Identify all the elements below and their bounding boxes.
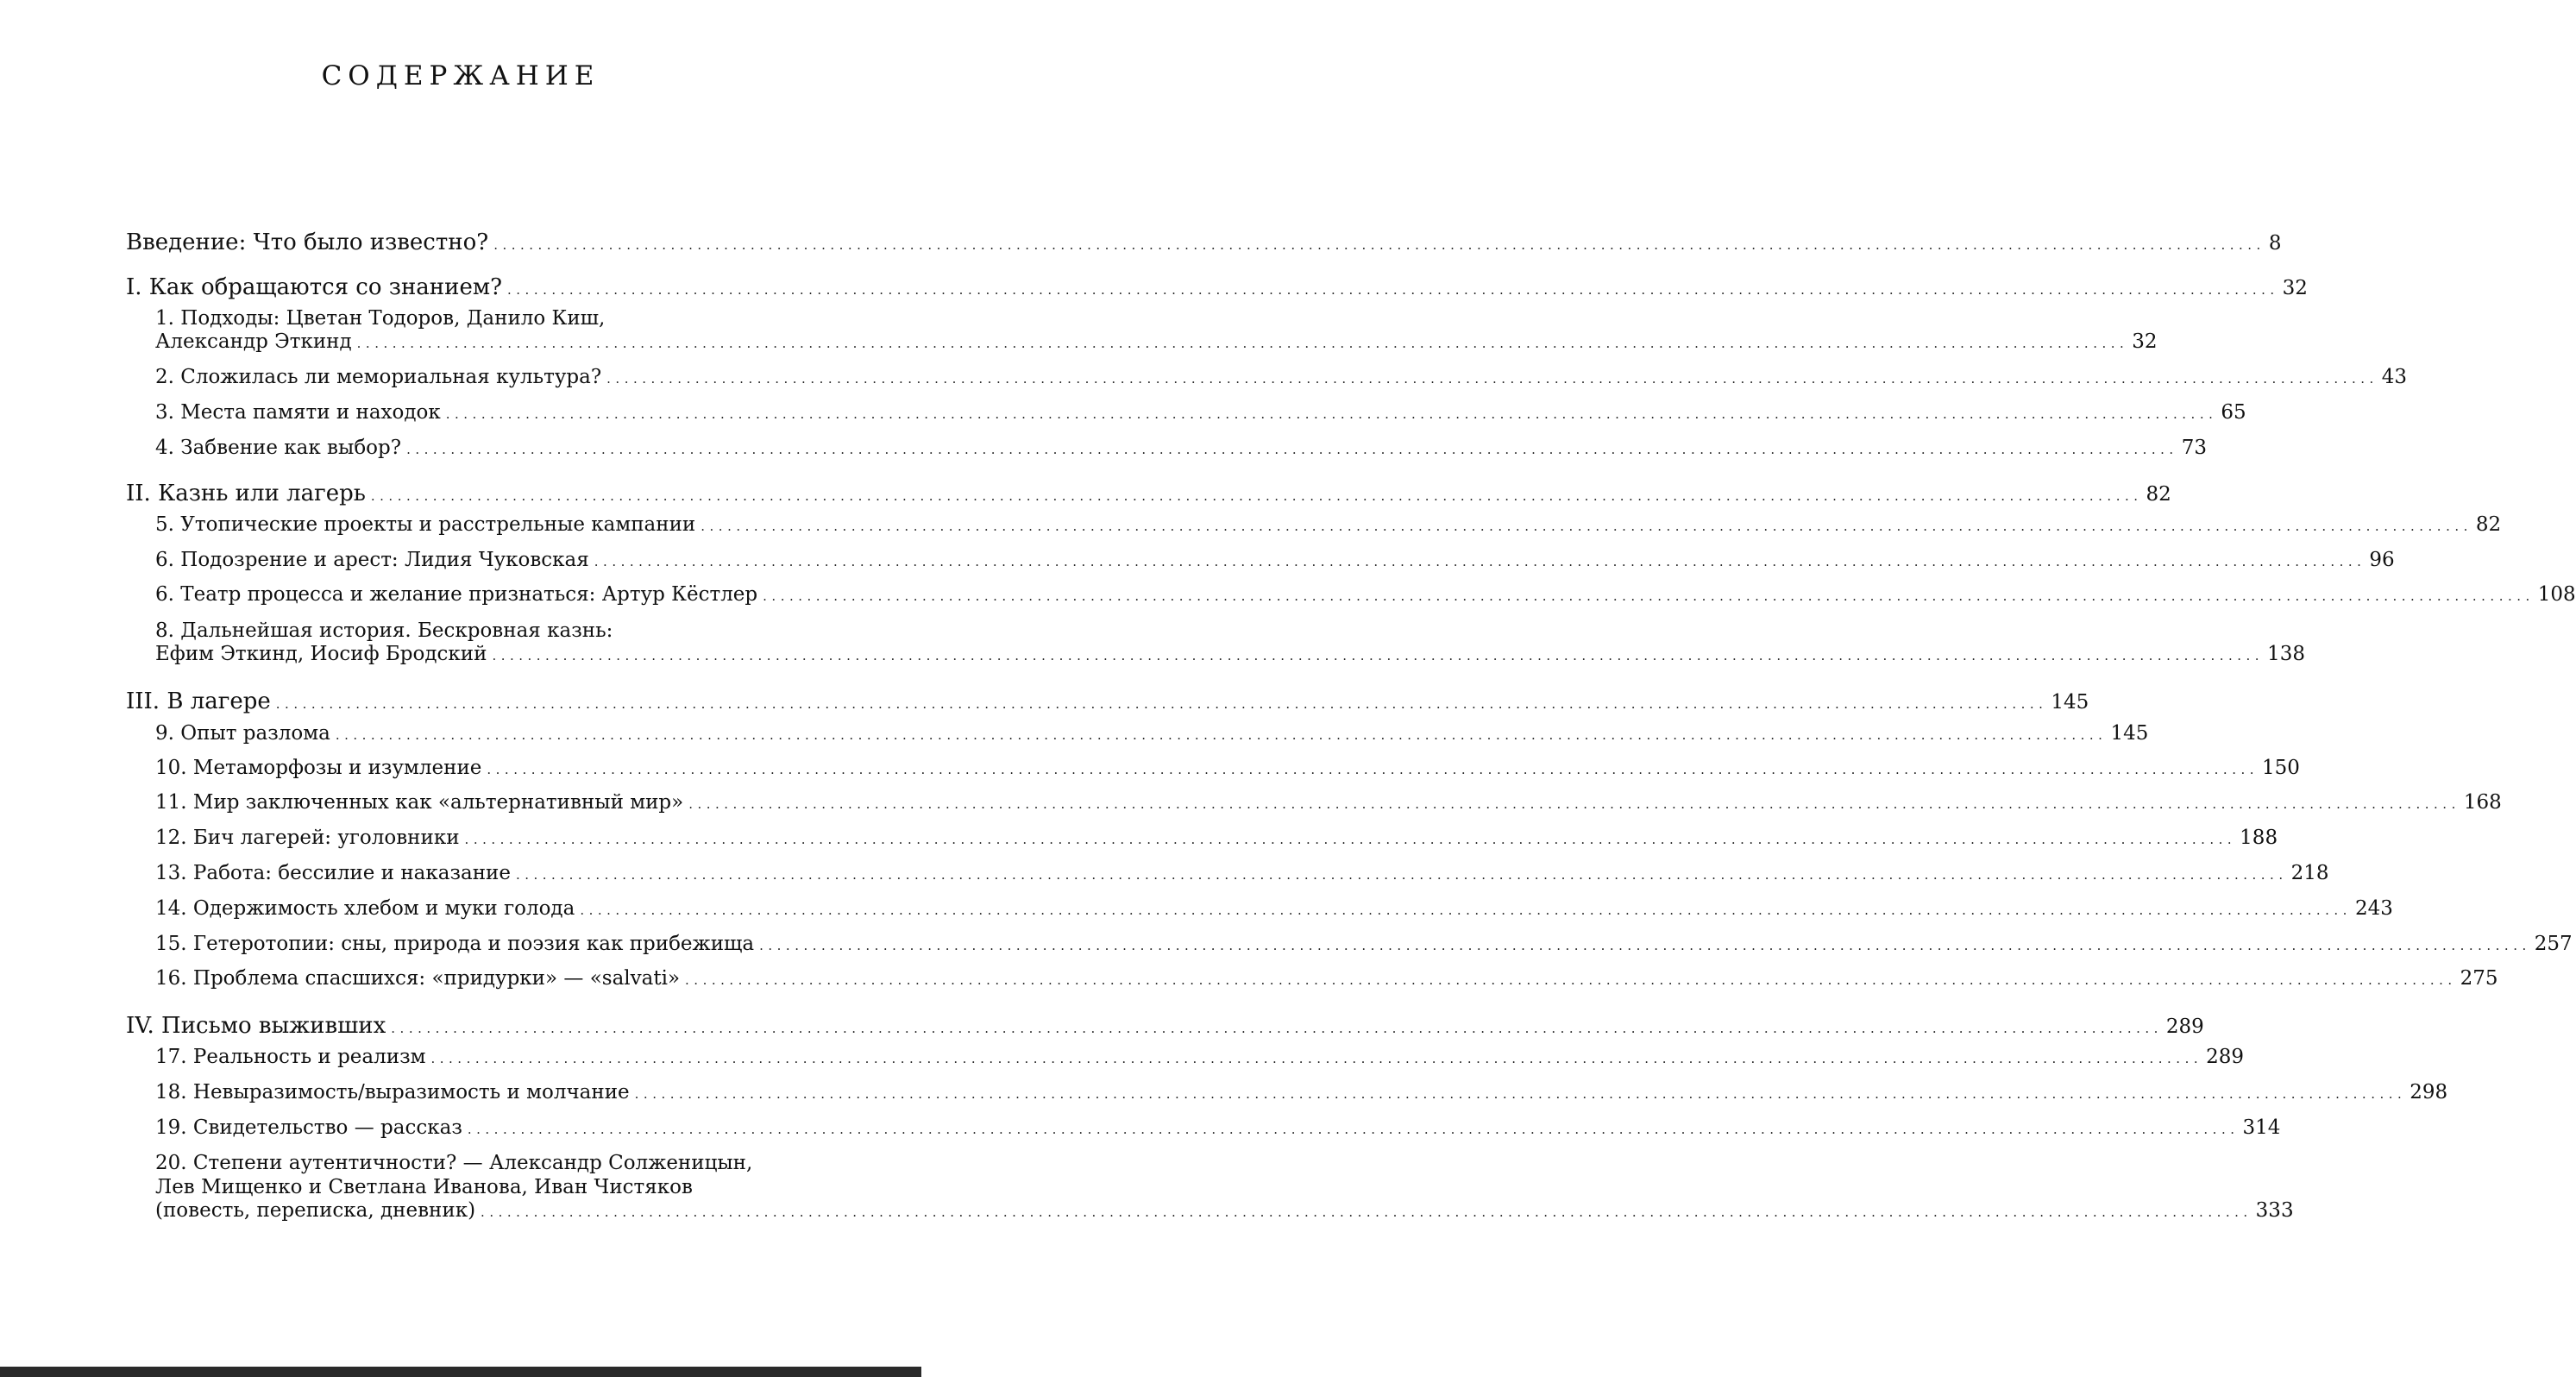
entry-page-number: 65 (2221, 401, 2246, 424)
dot-leader: ........................................................................................................................................................................................................ (335, 727, 2108, 743)
entry-page-number: 145 (2051, 691, 2089, 714)
entry-page-number: 150 (2262, 757, 2300, 779)
toc-entry-11[interactable] (155, 791, 2502, 814)
entry-title: 2. Сложилась ли мемориальная культура? (155, 366, 602, 388)
toc-entry-18[interactable] (155, 1081, 2448, 1103)
toc-entry-1[interactable] (155, 306, 2158, 353)
entry-title: 6. Подозрение и арест: Лидия Чуковская (155, 549, 589, 571)
dot-leader: ........................................................................................................................................................................................................ (464, 832, 2237, 847)
entry-title-line: 8. Дальнейшая история. Бескровная казнь: (155, 619, 613, 642)
dot-leader: ........................................................................................................................................................................................................ (634, 1086, 2407, 1102)
dot-leader: ........................................................................................................................................................................................................ (580, 902, 2352, 918)
entry-page-number: 73 (2181, 437, 2207, 459)
toc-entry-part-1[interactable] (126, 274, 2308, 300)
dot-leader: ........................................................................................................................................................................................................ (391, 1021, 2163, 1036)
toc-entry-4[interactable] (155, 437, 2207, 459)
entry-page-number: 138 (2267, 643, 2305, 665)
entry-title-line: 20. Степени аутентичности? — Александр Солженицын, (155, 1152, 753, 1174)
dot-leader: ........................................................................................................................................................................................................ (685, 972, 2457, 988)
dot-leader: ........................................................................................................................................................................................................ (701, 519, 2472, 534)
entry-page-number: 257 (2534, 933, 2573, 955)
entry-title: 5. Утопические проекты и расстрельные кампании (155, 513, 696, 536)
entry-title: 16. Проблема спасшихся: «придурки» — «salvati» (155, 967, 681, 990)
toc-entry-8[interactable] (155, 619, 2305, 665)
entry-page-number: 289 (2165, 1015, 2204, 1038)
entry-title: Введение: Что было известно? (126, 230, 489, 255)
dot-leader: ........................................................................................................................................................................................................ (406, 442, 2178, 457)
toc-entry-9[interactable] (155, 722, 2149, 745)
entry-title: 4. Забвение как выбор? (155, 437, 402, 459)
entry-title: 11. Мир заключенных как «альтернативный мир» (155, 791, 684, 814)
dot-leader: ........................................................................................................................................................................................................ (594, 554, 2366, 569)
dot-leader: ........................................................................................................................................................................................................ (759, 938, 2531, 953)
dot-leader: ........................................................................................................................................................................................................ (487, 762, 2259, 777)
entry-title: I. Как обращаются со знанием? (126, 274, 503, 300)
toc-entry-19[interactable] (155, 1116, 2281, 1139)
entry-title: 17. Реальность и реализм (155, 1046, 426, 1068)
entry-title: 9. Опыт разлома (155, 722, 330, 745)
page-title: СОДЕРЖАНИЕ (321, 60, 600, 91)
entry-title: 12. Бич лагерей: уголовники (155, 827, 460, 849)
dot-leader: ........................................................................................................................................................................................................ (515, 867, 2288, 883)
toc-entry-2[interactable] (155, 366, 2408, 388)
dot-leader: ........................................................................................................................................................................................................ (467, 1122, 2240, 1137)
entry-title: Александр Эткинд (155, 330, 352, 353)
toc-entry-6b[interactable] (155, 583, 2576, 606)
entry-page-number: 314 (2242, 1116, 2281, 1139)
dot-leader: ........................................................................................................................................................................................................ (763, 588, 2535, 604)
entry-title: Ефим Эткинд, Иосиф Бродский (155, 643, 487, 665)
entry-title: 13. Работа: бессилие и наказание (155, 862, 511, 884)
entry-page-number: 32 (2282, 277, 2308, 299)
dot-leader: ........................................................................................................................................................................................................ (356, 336, 2129, 351)
dot-leader: ........................................................................................................................................................................................................ (275, 696, 2048, 712)
entry-page-number: 188 (2240, 827, 2278, 849)
entry-title: IV. Письмо выживших (126, 1013, 386, 1039)
entry-title: III. В лагере (126, 688, 271, 714)
entry-page-number: 108 (2537, 583, 2576, 606)
entry-title: (повесть, переписка, дневник) (155, 1199, 476, 1222)
dot-leader: ........................................................................................................................................................................................................ (493, 237, 2265, 253)
entry-page-number: 96 (2369, 549, 2395, 571)
entry-page-number: 298 (2410, 1081, 2448, 1103)
entry-title: 18. Невыразимость/выразимость и молчание (155, 1081, 630, 1103)
toc-entry-12[interactable] (155, 827, 2278, 849)
toc-entry-6a[interactable] (155, 549, 2395, 571)
toc-entry-10[interactable] (155, 757, 2300, 779)
entry-title: 19. Свидетельство — рассказ (155, 1116, 462, 1139)
entry-title: 15. Гетеротопии: сны, природа и поэзия как прибежища (155, 933, 755, 955)
entry-title: 3. Места памяти и находок (155, 401, 441, 424)
entry-page-number: 145 (2110, 722, 2149, 745)
entry-page-number: 275 (2460, 967, 2498, 990)
toc-entry-17[interactable] (155, 1046, 2245, 1068)
entry-page-number: 32 (2132, 330, 2158, 353)
entry-title: II. Казнь или лагерь (126, 481, 366, 506)
bottom-edge-bar (0, 1367, 921, 1377)
dot-leader: ........................................................................................................................................................................................................ (507, 282, 2279, 298)
dot-leader: ........................................................................................................................................................................................................ (481, 1204, 2252, 1220)
toc-entry-20[interactable] (155, 1151, 2294, 1222)
toc-entry-part-2[interactable] (126, 481, 2171, 506)
toc-entry-13[interactable] (155, 862, 2329, 884)
dot-leader: ........................................................................................................................................................................................................ (492, 648, 2265, 663)
dot-leader: ........................................................................................................................................................................................................ (445, 406, 2218, 422)
dot-leader: ........................................................................................................................................................................................................ (606, 371, 2378, 387)
entry-page-number: 43 (2381, 366, 2408, 388)
entry-title: 6. Театр процесса и желание признаться: Артур Кёстлер (155, 583, 758, 606)
toc-entry-15[interactable] (155, 933, 2573, 955)
entry-page-number: 8 (2268, 232, 2282, 255)
entry-page-number: 333 (2255, 1199, 2294, 1222)
toc-entry-introduction[interactable] (126, 230, 2282, 255)
entry-title-line: Лев Мищенко и Светлана Иванова, Иван Чистяков (155, 1176, 693, 1198)
entry-page-number: 82 (2475, 513, 2502, 536)
toc-entry-14[interactable] (155, 897, 2393, 920)
entry-title: 14. Одержимость хлебом и муки голода (155, 897, 575, 920)
entry-page-number: 168 (2463, 791, 2502, 814)
dot-leader: ........................................................................................................................................................................................................ (430, 1051, 2203, 1066)
toc-entry-3[interactable] (155, 401, 2246, 424)
dot-leader: ........................................................................................................................................................................................................ (370, 488, 2143, 504)
toc-entry-16[interactable] (155, 967, 2498, 990)
dot-leader: ........................................................................................................................................................................................................ (688, 796, 2460, 812)
entry-title: 10. Метаморфозы и изумление (155, 757, 482, 779)
toc-entry-part-4[interactable] (126, 1013, 2204, 1039)
toc-entry-5[interactable] (155, 513, 2502, 536)
entry-page-number: 82 (2146, 483, 2171, 506)
entry-title-line: 1. Подходы: Цветан Тодоров, Данило Киш, (155, 307, 606, 330)
entry-page-number: 243 (2354, 897, 2393, 920)
entry-page-number: 218 (2290, 862, 2329, 884)
entry-page-number: 289 (2206, 1046, 2245, 1068)
toc-entry-part-3[interactable] (126, 688, 2089, 714)
